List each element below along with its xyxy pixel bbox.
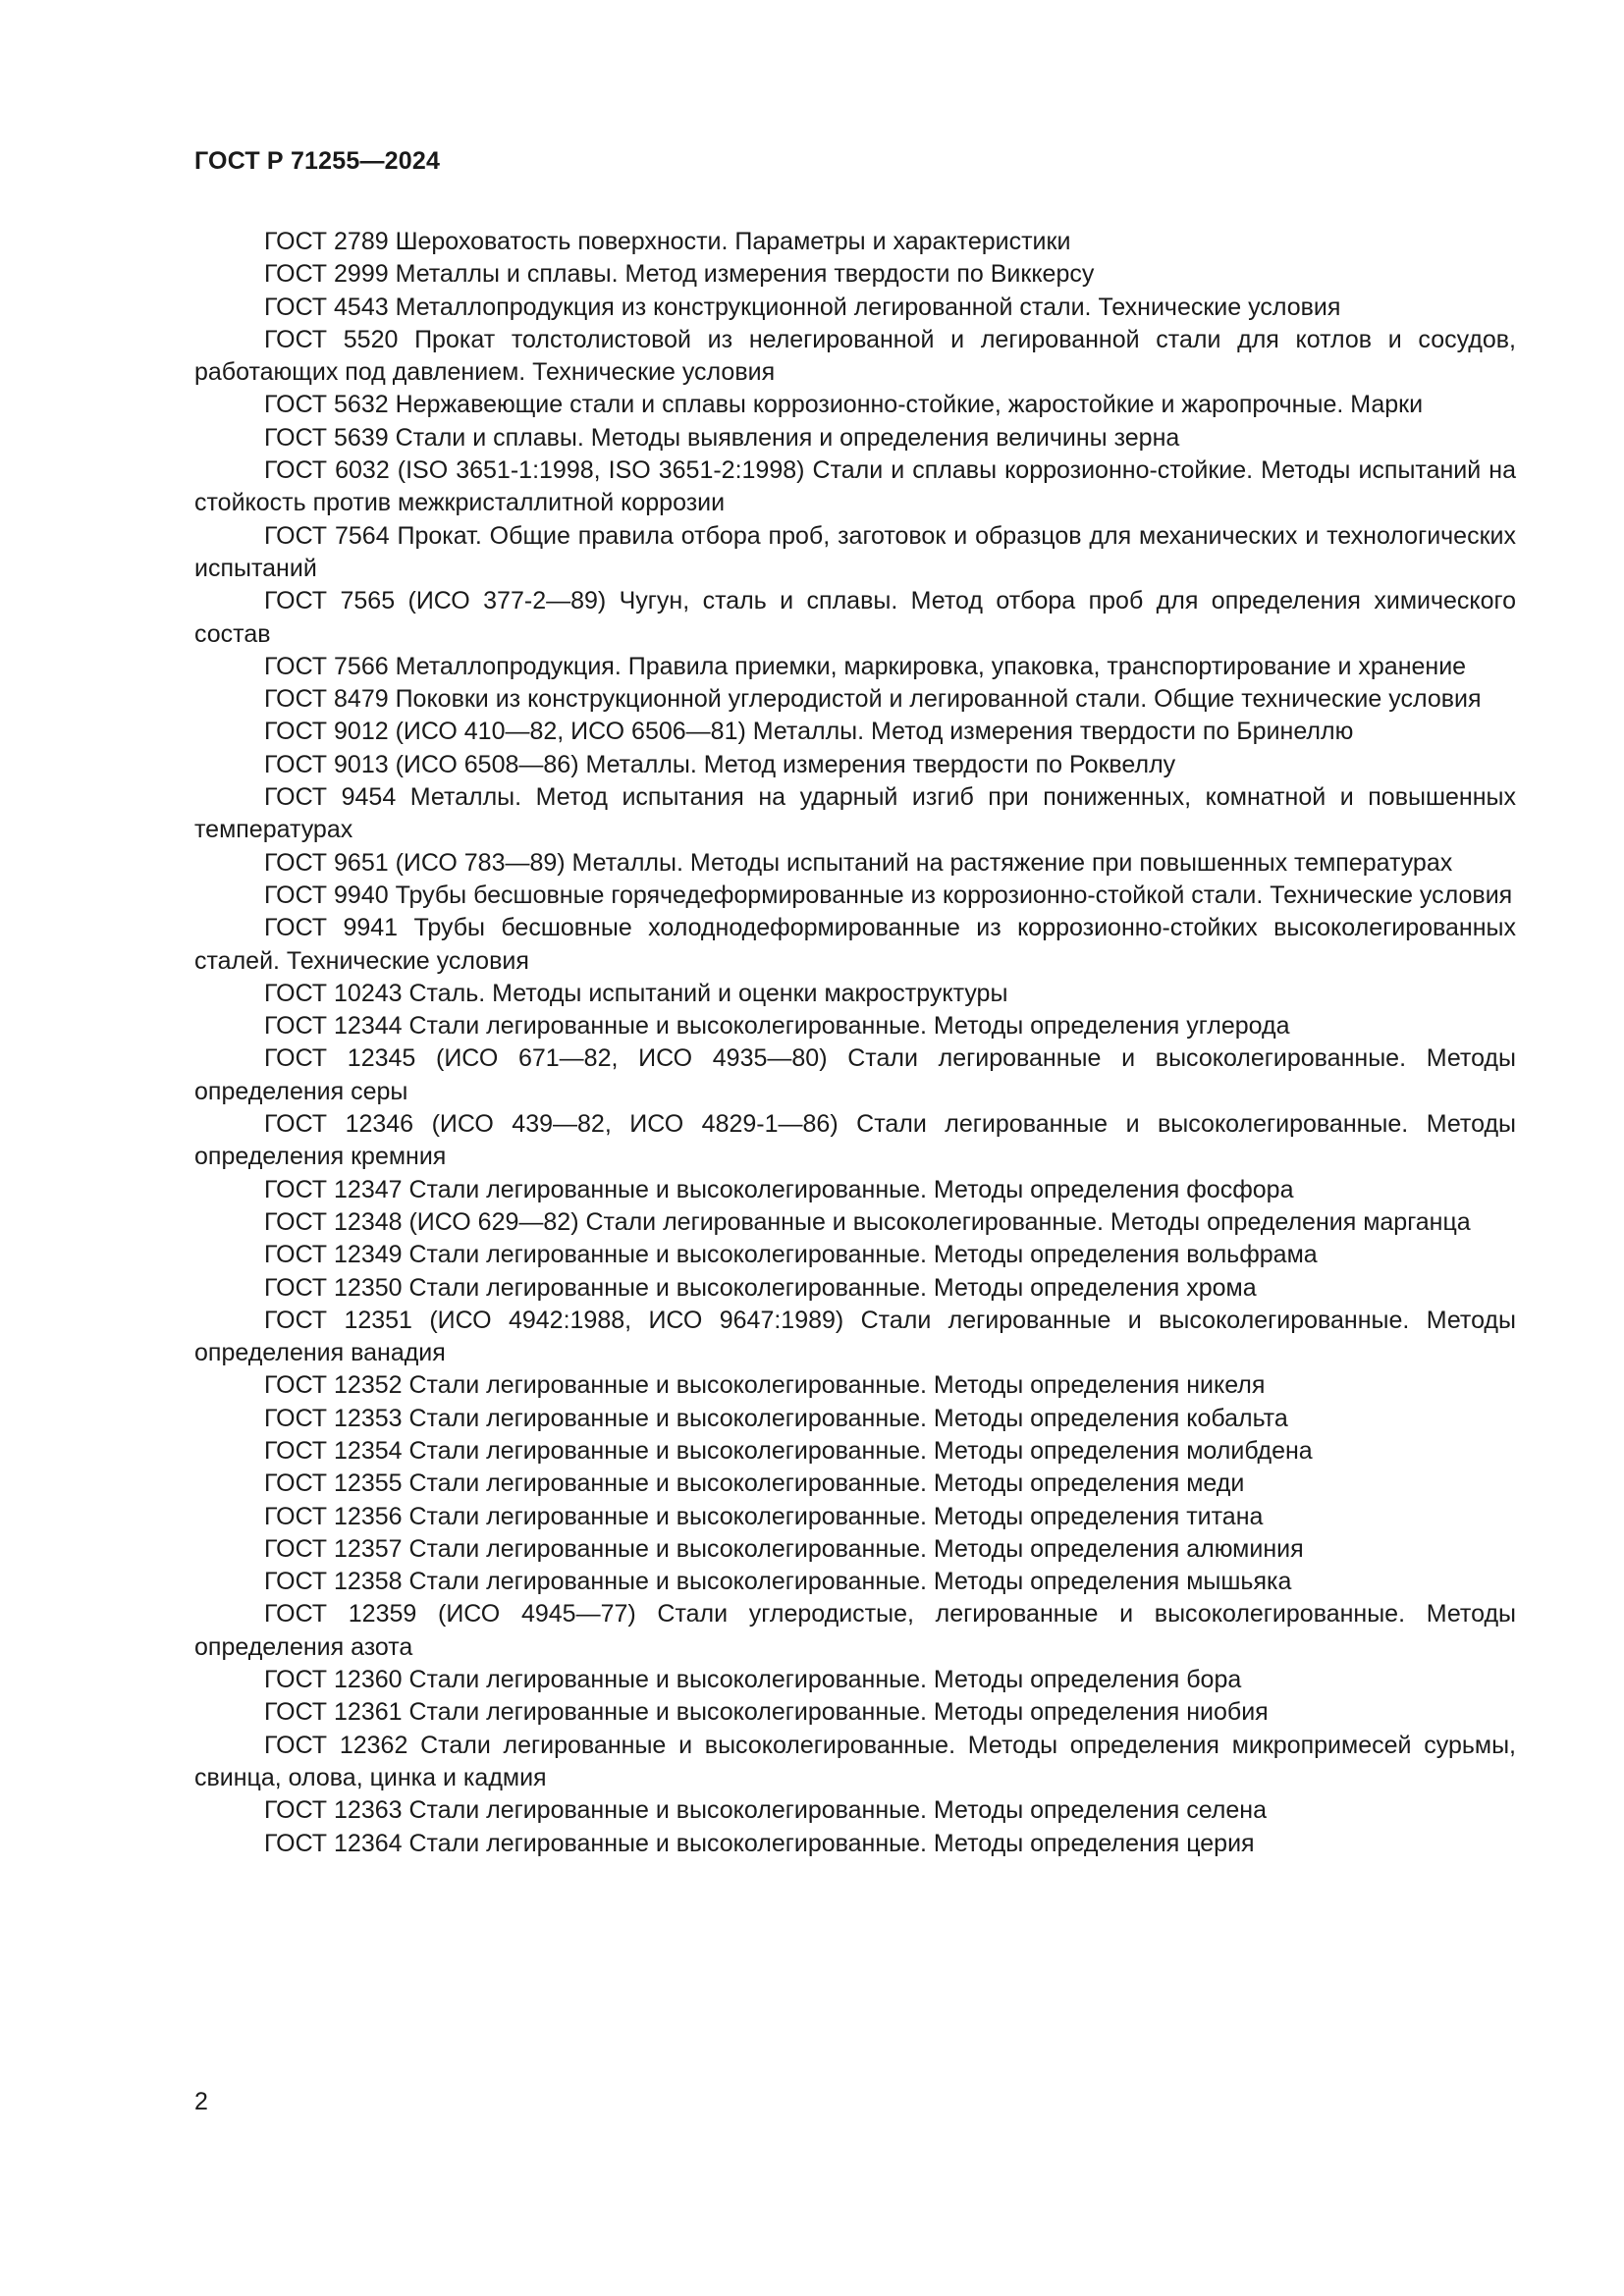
reference-item: ГОСТ 5632 Нержавеющие стали и сплавы коррозионно-стойкие, жаростойкие и жаропрочные. Марки — [264, 391, 1424, 419]
reference-item: ГОСТ 6032 (ISO 3651-1:1998, ISO 3651-2:1998) Стали и сплавы коррозионно-стойкие. Методы испытаний на стойкость против межкристаллитной коррозии — [194, 456, 1516, 517]
reference-item: ГОСТ 4543 Металлопродукция из конструкционной легированной стали. Технические условия — [264, 293, 1341, 321]
reference-item: ГОСТ 7565 (ИСО 377-2—89) Чугун, сталь и сплавы. Метод отбора проб для определения химического состав — [194, 587, 1516, 648]
reference-item: ГОСТ 12348 (ИСО 629—82) Стали легированные и высоколегированные. Методы определения марганца — [264, 1207, 1471, 1236]
reference-item: ГОСТ 12360 Стали легированные и высоколегированные. Методы определения бора — [264, 1666, 1242, 1694]
reference-item: ГОСТ 12361 Стали легированные и высоколегированные. Методы определения ниобия — [264, 1698, 1269, 1727]
reference-item: ГОСТ 9651 (ИСО 783—89) Металлы. Методы испытаний на растяжение при повышенных температурах — [264, 848, 1453, 877]
reference-item: ГОСТ 9013 (ИСО 6508—86) Металлы. Метод измерения твердости по Роквеллу — [264, 750, 1176, 778]
reference-item: ГОСТ 12355 Стали легированные и высоколегированные. Методы определения меди — [264, 1469, 1245, 1498]
reference-item: ГОСТ 12364 Стали легированные и высоколегированные. Методы определения церия — [264, 1829, 1255, 1857]
reference-item: ГОСТ 5639 Стали и сплавы. Методы выявления и определения величины зерна — [264, 423, 1180, 452]
reference-item: ГОСТ 12362 Стали легированные и высоколегированные. Методы определения микропримесей сурьмы, свинца, олова, цинка и кадмия — [194, 1731, 1516, 1791]
reference-item: ГОСТ 9012 (ИСО 410—82, ИСО 6506—81) Металлы. Метод измерения твердости по Бринеллю — [264, 718, 1354, 746]
reference-item: ГОСТ 12356 Стали легированные и высоколегированные. Методы определения титана — [264, 1502, 1264, 1530]
reference-item: ГОСТ 9940 Трубы бесшовные горячедеформированные из коррозионно-стойкой стали. Технические условия — [264, 881, 1513, 909]
reference-item: ГОСТ 8479 Поковки из конструкционной углеродистой и легированной стали. Общие технические условия — [264, 685, 1482, 714]
reference-item: ГОСТ 10243 Сталь. Методы испытаний и оценки макроструктуры — [264, 979, 1008, 1007]
reference-item: ГОСТ 7566 Металлопродукция. Правила приемки, маркировка, упаковка, транспортирование и хранение — [264, 652, 1467, 680]
reference-item: ГОСТ 12351 (ИСО 4942:1988, ИСО 9647:1989) Стали легированные и высоколегированные. Методы определения ванадия — [194, 1306, 1516, 1367]
reference-item: ГОСТ 12357 Стали легированные и высоколегированные. Методы определения алюминия — [264, 1534, 1304, 1563]
reference-item: ГОСТ 9454 Металлы. Метод испытания на ударный изгиб при пониженных, комнатной и повышенных температурах — [194, 783, 1516, 844]
reference-item: ГОСТ 12345 (ИСО 671—82, ИСО 4935—80) Стали легированные и высоколегированные. Методы определения серы — [194, 1044, 1516, 1105]
reference-item: ГОСТ 12352 Стали легированные и высоколегированные. Методы определения никеля — [264, 1371, 1266, 1400]
reference-item: ГОСТ 12349 Стали легированные и высоколегированные. Методы определения вольфрама — [264, 1241, 1318, 1269]
reference-item: ГОСТ 12346 (ИСО 439—82, ИСО 4829-1—86) Стали легированные и высоколегированные. Методы определения кремния — [194, 1110, 1516, 1171]
reference-item: ГОСТ 12344 Стали легированные и высоколегированные. Методы определения углерода — [264, 1012, 1290, 1041]
reference-item: ГОСТ 12359 (ИСО 4945—77) Стали углеродистые, легированные и высоколегированные. Методы определения азота — [194, 1600, 1516, 1661]
reference-item: ГОСТ 12347 Стали легированные и высоколегированные. Методы определения фосфора — [264, 1175, 1294, 1203]
normative-references-list — [194, 226, 1516, 1860]
page-number: 2 — [194, 2088, 208, 2115]
reference-item: ГОСТ 12350 Стали легированные и высоколегированные. Методы определения хрома — [264, 1273, 1257, 1302]
reference-item: ГОСТ 12363 Стали легированные и высоколегированные. Методы определения селена — [264, 1796, 1267, 1825]
reference-item: ГОСТ 2789 Шероховатость поверхности. Параметры и характеристики — [264, 228, 1071, 255]
page-header-doc-code: ГОСТ Р 71255—2024 — [194, 147, 441, 175]
reference-item: ГОСТ 5520 Прокат толстолистовой из нелегированной и легированной стали для котлов и сосудов, работающих под давлением. Технические условия — [194, 325, 1516, 387]
reference-item: ГОСТ 7564 Прокат. Общие правила отбора проб, заготовок и образцов для механических и технологических испытаний — [194, 521, 1516, 582]
reference-item: ГОСТ 12354 Стали легированные и высоколегированные. Методы определения молибдена — [264, 1436, 1313, 1465]
reference-item: ГОСТ 12353 Стали легированные и высоколегированные. Методы определения кобальта — [264, 1404, 1288, 1432]
reference-item: ГОСТ 12358 Стали легированные и высоколегированные. Методы определения мышьяка — [264, 1568, 1292, 1596]
reference-item: ГОСТ 9941 Трубы бесшовные холоднодеформированные из коррозионно-стойких высоколегированных сталей. Технические условия — [194, 914, 1516, 975]
reference-item: ГОСТ 2999 Металлы и сплавы. Метод измерения твердости по Виккерсу — [264, 260, 1095, 289]
